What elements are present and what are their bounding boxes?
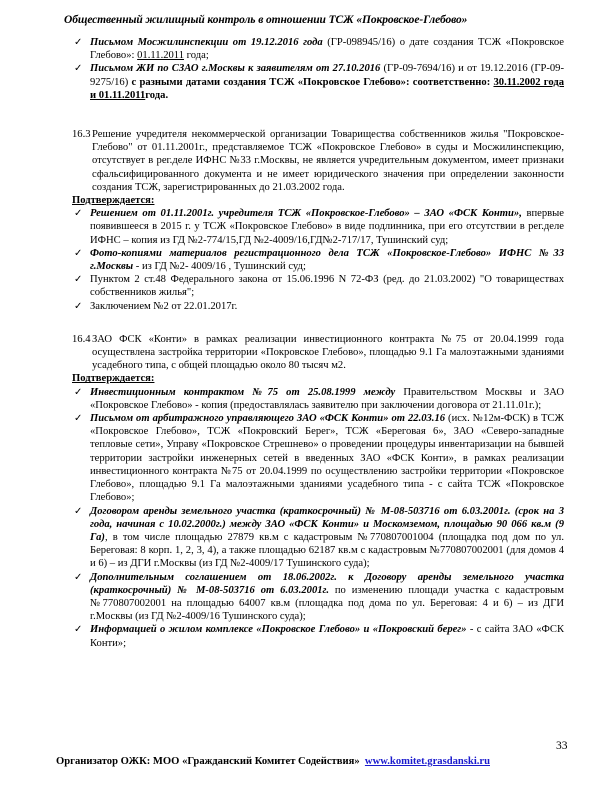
section-text: ЗАО ФСК «Конти» в рамках реализации инвестиционного контракта №75 от 20.04.1999 года осуществлена застройка территории «Покровское Глебово», площадью 9.1 Га малоэтажными зданиями усадебного типа, с общей площадью около 80 тысяч м2. xyxy=(92,333,564,372)
list-item: ✓ Информацией о жилом комплексе «Покровское Глебово» и «Покровский берег» - с сайта ЗАО «ФСК Конти»; xyxy=(74,624,565,649)
list-item: ✓ Договором аренды земельного участка (краткосрочный) № М-08-503716 от 6.03.2001г. (срок на 3 года, начиная с 10.02.2000г.) между ЗАО «ФСК Конти» и Москомземом, площадью 90 066 кв.м (9 Га), в том числе площадью 27879 кв.м с кадастровым №770807001004 (площадка под дом по ул. Береговая: 8 корп. 1, 2, 3, 4), а также площадью 62187 кв.м с кадастровым №770807002001 (для домов 4 и 6) – из ДГИ г.Москвы (из ГД №2-4009/17 Тушинского суда); xyxy=(74,505,564,570)
check-mark-icon: ✓ xyxy=(74,63,83,75)
section-number: 16.4 xyxy=(72,333,91,345)
footer-text: Организатор ОЖК: МОО «Гражданский Комитет Содействия» xyxy=(56,756,360,767)
list-item: ✓ Дополнительным соглашением от 18.06.2002г. к Договору аренды земельного участка (краткосрочный) № М-08-503716 от 6.03.2001г. по изменению площади участка с кадастровым №770807002001 на площадью 64007 кв.м (площадка под дома по ул. Береговая: 4 и 6) – из ДГИ г.Москвы (из ГД №2-4009/16 Тушинского суда); xyxy=(74,571,564,623)
list-item: ✓ Письмом ЖИ по СЗАО г.Москвы к заявителям от 27.10.2016 (ГР-09-7694/16) и от 19.12.2016 (ГР-09-9275/16) с разными датами создания ТСЖ «Покровское Глебово»: соответственно: 30.11.2002 года и 01.11.2011года. xyxy=(74,63,564,101)
footer xyxy=(56,756,490,767)
section-number: 16.3 xyxy=(72,129,91,141)
check-mark-icon: ✓ xyxy=(74,386,83,398)
check-mark-icon: ✓ xyxy=(74,37,83,48)
section-16-3-paragraph xyxy=(72,128,564,194)
list-item: ✓ Письмом от арбитражного управляющего ЗАО «ФСК Конти» от 22.03.16 (исх. №12м-ФСК) в ТСЖ «Покровское Глебово», ТСЖ «Покровский Берег», ТСЖ «Береговая 6», ЗАО «Северо-западные тепловые сети», Управу «Покровское Стрешнево» о проведении процедуры инвентаризации на бывшей территории застройки инженерных сетей в введенных ЗАО «ФСК Конти», в рамках реализации инвестиционного контракта №75 от 20.04.1999 по осуществлению застройки территории «Покровское Глебово», площадью 9.1 Га малоэтажными зданиями усадебного типа - с сайта ТСЖ «Покровское Глебово»; xyxy=(74,413,564,504)
page-content xyxy=(72,36,564,650)
check-mark-icon: ✓ xyxy=(74,571,83,583)
footer-link[interactable]: www.komitet.grasdanski.ru xyxy=(364,756,490,767)
section-text: Решение учредителя некоммерческой организации Товарищества собственников жилья "Покровское-Глебово" от 01.11.2001г., представляемое ТСЖ «Покровское Глебово» в суды и Мосжилинспекцию, отсутствует в рег.деле ИФНС №33 г.Москвы, не является учредительным документом, имеет признаки сфальсифицированного документа и не имеет юридического значения при определении законности создания ТСЖ, зарегистрированных до 21.03.2002 года. xyxy=(92,129,564,193)
list-item: ✓ Заключением №2 от 22.01.2017г. xyxy=(74,300,238,312)
check-mark-icon: ✓ xyxy=(74,274,83,286)
check-mark-icon: ✓ xyxy=(74,300,83,312)
check-mark-icon: ✓ xyxy=(74,247,83,259)
section-16-4-paragraph xyxy=(72,333,564,373)
page-number: 33 xyxy=(556,740,568,752)
list-item: ✓ Решением от 01.11.2001г. учредителя ТСЖ «Покровское-Глебово» – ЗАО «ФСК Конти», впервые появившееся в 2015 г. у ТСЖ «Покровское Глебово» в виде подлинника, при его отсутствии в рег.деле ИФНС – копия из ГД №2-774/15,ГД №2-4009/16,ГД№2-717/17, Тушинский суд; xyxy=(74,208,564,246)
list-item: ✓ Фото-копиями материалов регистрационного дела ТСЖ «Покровское-Глебово» ИФНС №33 г.Москвы - из ГД №2- 4009/16 , Тушинский суд; xyxy=(74,247,564,273)
check-mark-icon: ✓ xyxy=(74,413,83,425)
running-header: Общественный жилищный контроль в отношении ТСЖ «Покровское-Глебово» xyxy=(64,14,468,26)
check-mark-icon: ✓ xyxy=(74,208,83,220)
confirmed-heading: Подтверждается: xyxy=(72,195,155,207)
list-item: ✓ Пунктом 2 ст.48 Федерального закона от 15.06.1996 N 72-ФЗ (ред. до 21.03.2002) "О товариществах собственников жилья"; xyxy=(74,274,564,299)
check-mark-icon: ✓ xyxy=(74,624,83,636)
check-mark-icon: ✓ xyxy=(74,505,83,517)
list-item: ✓ Письмом Мосжилинспекции от 19.12.2016 года (ГР-098945/16) о дате создания ТСЖ «Покровское Глебово»: 01.11.2011 года; xyxy=(74,37,564,62)
list-item: ✓ Инвестиционным контрактом №75 от 25.08.1999 между Правительством Москвы и ЗАО «Покровское Глебово» - копия (предоставлялась заявителю при заключении договора от 21.11.01г.); xyxy=(74,386,564,411)
confirmed-heading: Подтверждается: xyxy=(72,373,155,385)
